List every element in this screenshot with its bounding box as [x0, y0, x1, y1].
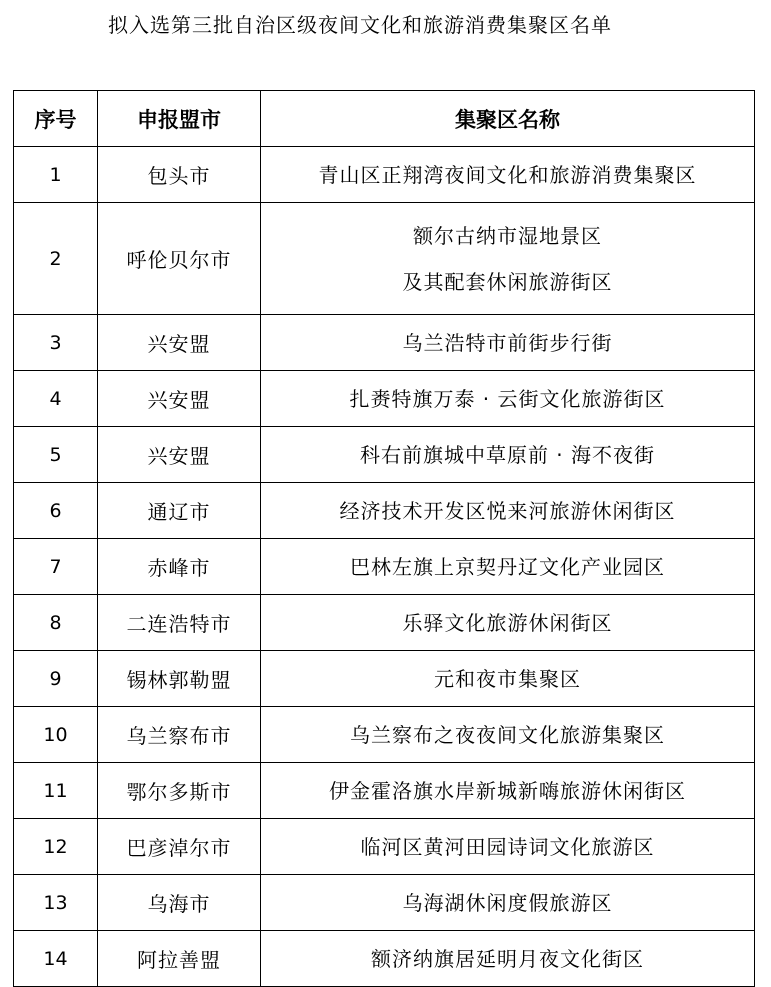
district-name-line: 乌兰浩特市前街步行街 — [402, 330, 613, 355]
cell-city: 兴安盟 — [98, 315, 261, 371]
table-row — [14, 707, 755, 763]
cell-number: 8 — [14, 595, 98, 651]
district-name-line: 额尔古纳市湿地景区 — [413, 223, 602, 248]
cell-district-name — [261, 595, 755, 651]
cell-city: 包头市 — [98, 147, 261, 203]
page-title: 拟入选第三批自治区级夜间文化和旅游消费集聚区名单 — [108, 13, 612, 37]
table-row — [14, 595, 755, 651]
district-name-line: 乐驿文化旅游休闲街区 — [402, 610, 613, 635]
table-row — [14, 427, 755, 483]
cell-district-name — [261, 819, 755, 875]
cell-district-name — [261, 651, 755, 707]
header-number: 序号 — [14, 91, 98, 147]
district-name-line: 额济纳旗居延明月夜文化街区 — [371, 946, 644, 971]
cell-number: 7 — [14, 539, 98, 595]
cell-city: 乌海市 — [98, 875, 261, 931]
district-name-line: 扎赉特旗万泰 · 云街文化旅游街区 — [349, 386, 666, 411]
cell-number: 9 — [14, 651, 98, 707]
cell-city: 二连浩特市 — [98, 595, 261, 651]
cell-number: 11 — [14, 763, 98, 819]
district-name-line: 元和夜市集聚区 — [434, 666, 581, 691]
table-row — [14, 763, 755, 819]
district-name-line: 伊金霍洛旗水岸新城新嗨旅游休闲街区 — [329, 778, 686, 803]
cell-city: 兴安盟 — [98, 371, 261, 427]
cell-city: 锡林郭勒盟 — [98, 651, 261, 707]
cell-district-name — [261, 427, 755, 483]
cell-district-name — [261, 483, 755, 539]
district-name-line: 经济技术开发区悦来河旅游休闲街区 — [339, 498, 676, 523]
cell-city: 赤峰市 — [98, 539, 261, 595]
cell-number: 5 — [14, 427, 98, 483]
table-row — [14, 203, 755, 315]
table-row — [14, 315, 755, 371]
cell-number: 2 — [14, 203, 98, 315]
cell-city: 鄂尔多斯市 — [98, 763, 261, 819]
cell-city: 乌兰察布市 — [98, 707, 261, 763]
district-name-line: 科右前旗城中草原前 · 海不夜街 — [359, 442, 656, 467]
header-name: 集聚区名称 — [261, 91, 755, 147]
cell-district-name — [261, 371, 755, 427]
header-city: 申报盟市 — [98, 91, 261, 147]
cell-district-name — [261, 707, 755, 763]
cell-number: 3 — [14, 315, 98, 371]
cell-city: 巴彦淖尔市 — [98, 819, 261, 875]
table-row — [14, 371, 755, 427]
cell-district-name — [261, 539, 755, 595]
cell-number: 14 — [14, 931, 98, 987]
table-header-row — [14, 91, 755, 147]
cell-number: 6 — [14, 483, 98, 539]
table-row — [14, 875, 755, 931]
cell-city: 阿拉善盟 — [98, 931, 261, 987]
cell-district-name — [261, 931, 755, 987]
district-name-line: 及其配套休闲旅游街区 — [402, 269, 613, 294]
cell-district-name — [261, 203, 755, 315]
table-row — [14, 819, 755, 875]
cell-city: 兴安盟 — [98, 427, 261, 483]
cell-number: 13 — [14, 875, 98, 931]
table-body — [14, 147, 755, 987]
district-name-line: 乌海湖休闲度假旅游区 — [402, 890, 613, 915]
district-name-line: 临河区黄河田园诗词文化旅游区 — [360, 834, 655, 859]
table-row — [14, 539, 755, 595]
cell-city: 通辽市 — [98, 483, 261, 539]
district-name-line: 青山区正翔湾夜间文化和旅游消费集聚区 — [318, 162, 697, 187]
district-name-line: 乌兰察布之夜夜间文化旅游集聚区 — [350, 722, 665, 747]
table-row — [14, 651, 755, 707]
cell-number: 1 — [14, 147, 98, 203]
cell-district-name — [261, 147, 755, 203]
cell-district-name — [261, 763, 755, 819]
table-row — [14, 147, 755, 203]
cell-number: 10 — [14, 707, 98, 763]
cell-number: 4 — [14, 371, 98, 427]
cell-city: 呼伦贝尔市 — [98, 203, 261, 315]
cell-district-name — [261, 875, 755, 931]
table-row — [14, 483, 755, 539]
table-row — [14, 931, 755, 987]
cell-district-name — [261, 315, 755, 371]
district-list-table — [13, 90, 755, 987]
cell-number: 12 — [14, 819, 98, 875]
district-name-line: 巴林左旗上京契丹辽文化产业园区 — [350, 554, 665, 579]
